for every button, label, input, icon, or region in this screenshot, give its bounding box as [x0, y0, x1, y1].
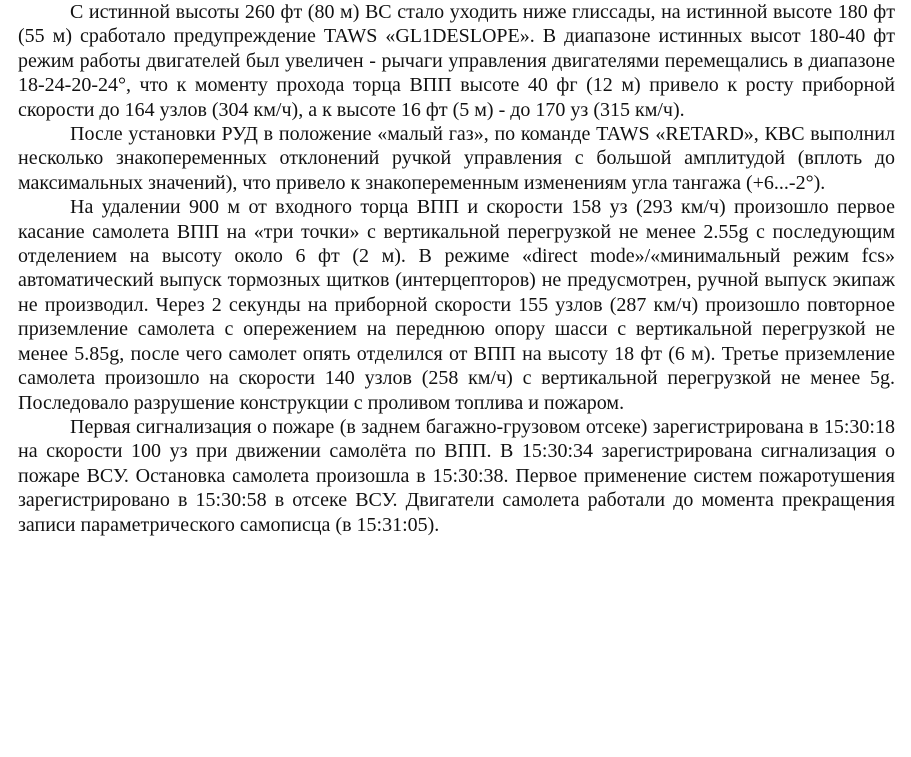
- paragraph-touchdowns: На удалении 900 м от входного торца ВПП и скорости 158 уз (293 км/ч) произошло первое касание самолета ВПП на «три точки» с вертикальной перегрузкой не менее 2.55g с последующим отделением на высоту около 6 фт (2 м). В режиме «direct mode»/«минимальный режим fcs» автоматический выпуск тормозных щитков (интерцепторов) не предусмотрен, ручной выпуск экипаж не производил. Через 2 секунды на приборной скорости 155 узлов (287 км/ч) произошло повторное приземление самолета с опережением на переднюю опору шасси с вертикальной перегрузкой не менее 5.85g, после чего самолет опять отделился от ВПП на высоту 18 фт (6 м). Третье приземление самолета произошло на скорости 140 узлов (258 км/ч) с вертикальной перегрузкой не менее 5g. Последовало разрушение конструкции с проливом топлива и пожаром.: [18, 196, 895, 414]
- paragraph-retard: После установки РУД в положение «малый газ», по команде TAWS «RETARD», КВС выполнил несколько знакопеременных отклонений ручкой управления с большой амплитудой (вплоть до максимальных значений), что привело к знакопеременным изменениям угла тангажа (+6...-2°).: [18, 123, 895, 194]
- paragraph-approach: С истинной высоты 260 фт (80 м) ВС стало уходить ниже глиссады, на истинной высоте 180 фт (55 м) сработало предупреждение TAWS «GL1DESLOPE». В диапазоне истинных высот 180-40 фт режим работы двигателей был увеличен - рычаги управления двигателями перемещались в диапазоне 18-24-20-24°, что к моменту прохода торца ВПП высоте 40 фг (12 м) привело к росту приборной скорости до 164 узлов (304 км/ч), а к высоте 16 фт (5 м) - до 170 уз (315 км/ч).: [18, 1, 895, 121]
- paragraph-fire: Первая сигнализация о пожаре (в заднем багажно-грузовом отсеке) зарегистрирована в 15:30:18 на скорости 100 уз при движении самолёта по ВПП. В 15:30:34 зарегистрирована сигнализация о пожаре ВСУ. Остановка самолета произошла в 15:30:38. Первое применение систем пожаротушения зарегистрировано в 15:30:58 в отсеке ВСУ. Двигатели самолета работали до момента прекращения записи параметрического самописца (в 15:31:05).: [18, 415, 895, 536]
